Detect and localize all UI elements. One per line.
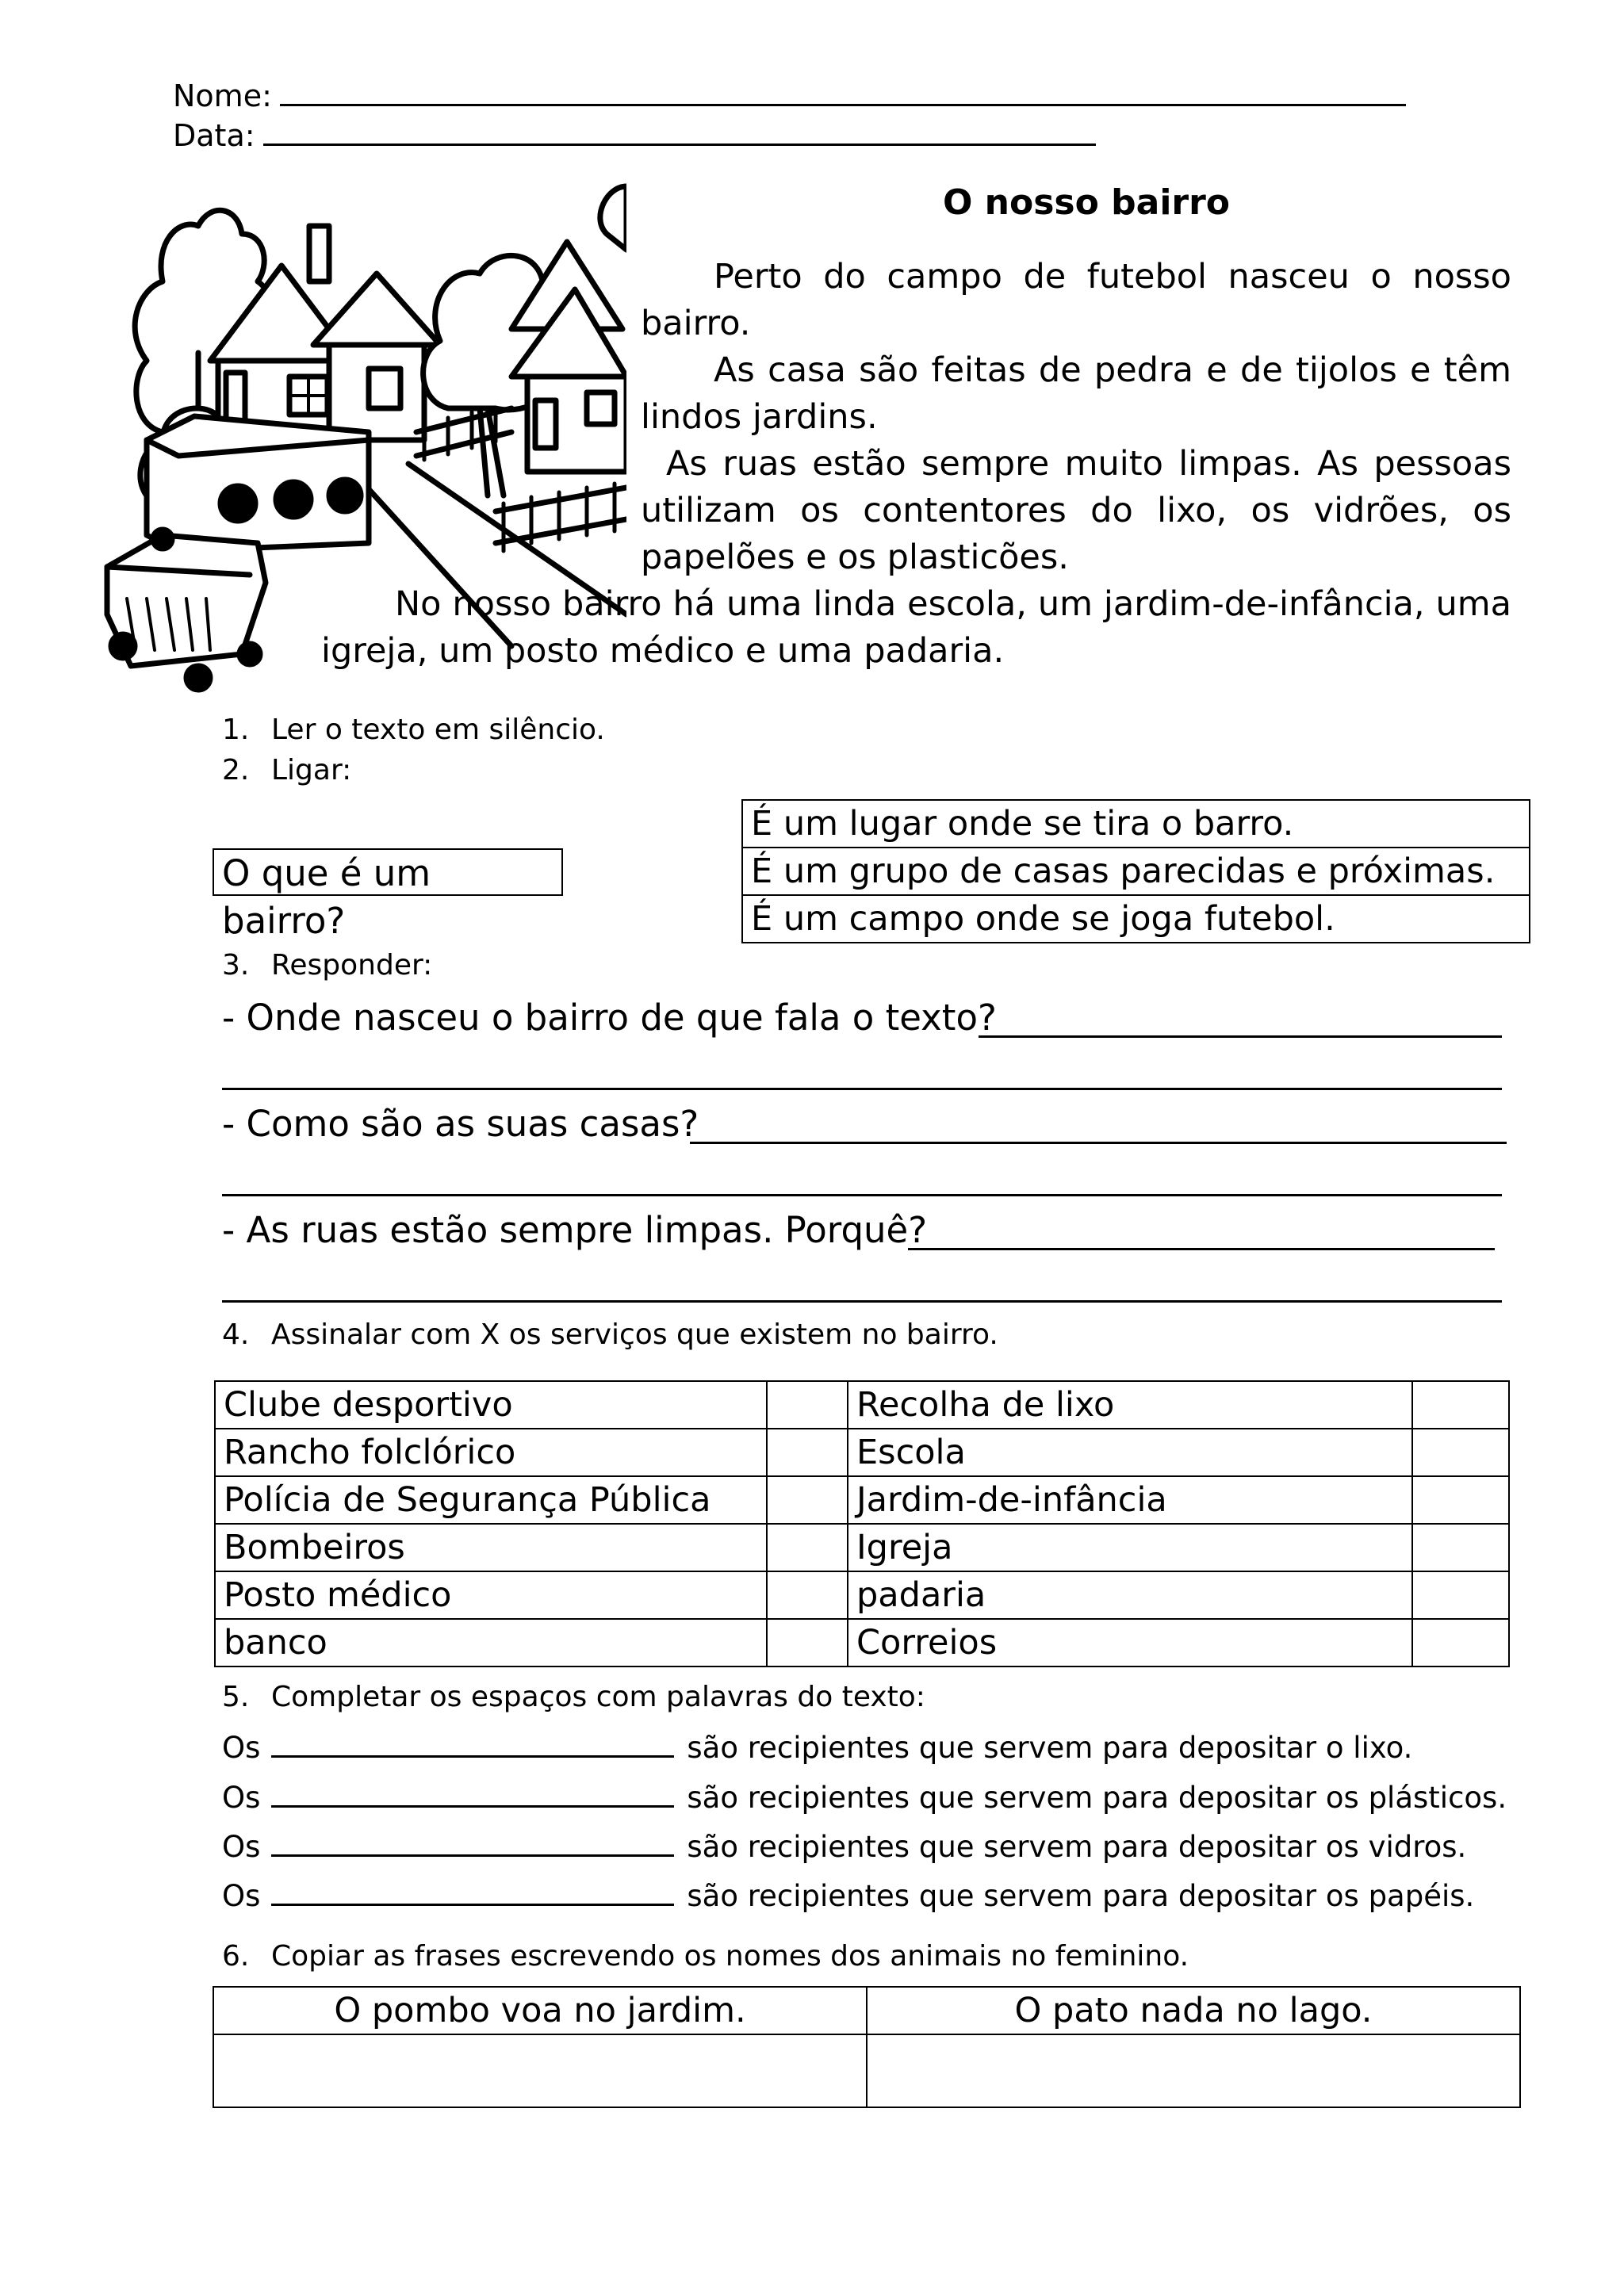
- answer-question-3: - As ruas estão sempre limpas. Porquê?: [222, 1209, 928, 1251]
- answer-cell-1[interactable]: [213, 2034, 867, 2107]
- story-paragraph-1: Perto do campo de futebol nasceu o nosso bairro.: [641, 257, 1511, 343]
- checkbox-cell[interactable]: [767, 1381, 848, 1429]
- checkbox-cell[interactable]: [1412, 1571, 1509, 1619]
- fill-blank[interactable]: [271, 1829, 674, 1857]
- table-row: [215, 1381, 1509, 1429]
- table-row: [215, 1571, 1509, 1619]
- fill-prefix: Os: [222, 1731, 261, 1765]
- table-row: [215, 1524, 1509, 1571]
- service-cell: Posto médico: [215, 1571, 767, 1619]
- fill-line-1: [222, 1724, 1412, 1772]
- story-text-bottom: [321, 581, 1511, 675]
- match-option-1[interactable]: É um lugar onde se tira o barro.: [742, 800, 1530, 848]
- sentence-1: O pombo voa no jardim.: [213, 1987, 867, 2034]
- question-5: [222, 1677, 925, 1718]
- question-3-text: Responder:: [271, 949, 433, 982]
- service-cell: Igreja: [848, 1524, 1412, 1571]
- service-cell: banco: [215, 1619, 767, 1667]
- question-3: [222, 945, 432, 986]
- question-2-number: 2.: [222, 754, 250, 786]
- match-option-3[interactable]: É um campo onde se joga futebol.: [742, 895, 1530, 943]
- service-cell: Escola: [848, 1429, 1412, 1476]
- name-field[interactable]: [173, 75, 1406, 116]
- question-5-number: 5.: [222, 1681, 250, 1713]
- fill-prefix: Os: [222, 1879, 261, 1913]
- fill-prefix: Os: [222, 1830, 261, 1864]
- fill-line-2: [222, 1774, 1507, 1822]
- checkbox-cell[interactable]: [1412, 1476, 1509, 1524]
- checkbox-cell[interactable]: [1412, 1619, 1509, 1667]
- answer-cell-2[interactable]: [867, 2034, 1520, 2107]
- question-2: [222, 750, 351, 791]
- checkbox-cell[interactable]: [1412, 1524, 1509, 1571]
- story-paragraph-2: As casa são feitas de pedra e de tijolos e têm lindos jardins.: [641, 350, 1511, 437]
- answer-question-1: - Onde nasceu o bairro de que fala o texto?: [222, 997, 997, 1039]
- fill-prefix: Os: [222, 1781, 261, 1815]
- answer-line-1a[interactable]: [979, 1035, 1502, 1038]
- story-text-right: [641, 254, 1511, 581]
- checkbox-cell[interactable]: [767, 1524, 848, 1571]
- answer-line-3b[interactable]: [222, 1300, 1502, 1303]
- fill-text: são recipientes que servem para depositar os plásticos.: [687, 1781, 1507, 1815]
- service-cell: padaria: [848, 1571, 1412, 1619]
- service-cell: Bombeiros: [215, 1524, 767, 1571]
- name-line[interactable]: [280, 75, 1406, 106]
- copy-sentences-table: [213, 1986, 1521, 2108]
- answer-line-2a[interactable]: [690, 1142, 1507, 1144]
- fill-blank[interactable]: [271, 1878, 674, 1906]
- table-row: [215, 1476, 1509, 1524]
- date-field[interactable]: [173, 115, 1096, 155]
- question-5-text: Completar os espaços com palavras do texto:: [271, 1681, 925, 1713]
- service-cell: Clube desportivo: [215, 1381, 767, 1429]
- name-label: Nome:: [173, 78, 272, 113]
- date-label: Data:: [173, 118, 255, 153]
- table-row: [215, 1619, 1509, 1667]
- story-paragraph-4: No nosso bairro há uma linda escola, um jardim-de-infância, uma igreja, um posto médico e uma padaria.: [321, 584, 1511, 671]
- checkbox-cell[interactable]: [1412, 1429, 1509, 1476]
- answer-line-2b[interactable]: [222, 1194, 1502, 1196]
- answer-line-1b[interactable]: [222, 1088, 1502, 1090]
- answer-question-2: - Como são as suas casas?: [222, 1103, 699, 1145]
- question-4: [222, 1314, 998, 1356]
- question-6-text: Copiar as frases escrevendo os nomes dos animais no feminino.: [271, 1940, 1189, 1973]
- question-3-number: 3.: [222, 949, 250, 982]
- checkbox-cell[interactable]: [767, 1476, 848, 1524]
- question-4-number: 4.: [222, 1318, 250, 1351]
- table-row: [215, 1429, 1509, 1476]
- fill-text: são recipientes que servem para depositar os vidros.: [687, 1830, 1467, 1864]
- service-cell: Polícia de Segurança Pública: [215, 1476, 767, 1524]
- checkbox-cell[interactable]: [767, 1429, 848, 1476]
- service-cell: Rancho folclórico: [215, 1429, 767, 1476]
- question-1-text: Ler o texto em silêncio.: [271, 714, 605, 746]
- story-paragraph-3: As ruas estão sempre muito limpas. As pessoas utilizam os contentores do lixo, os vidrões, os papelões e os plasticões.: [641, 444, 1511, 577]
- sentence-2: O pato nada no lago.: [867, 1987, 1520, 2034]
- fill-blank[interactable]: [271, 1730, 674, 1758]
- question-1: [222, 710, 605, 751]
- question-6-number: 6.: [222, 1940, 250, 1973]
- fill-blank[interactable]: [271, 1780, 674, 1808]
- date-line[interactable]: [263, 115, 1096, 146]
- services-table: [214, 1380, 1510, 1667]
- checkbox-cell[interactable]: [767, 1619, 848, 1667]
- service-cell: Jardim-de-infância: [848, 1476, 1412, 1524]
- fill-text: são recipientes que servem para depositar o lixo.: [687, 1731, 1413, 1765]
- question-6: [222, 1936, 1189, 1977]
- question-2-text: Ligar:: [271, 754, 352, 786]
- story-title: O nosso bairro: [942, 182, 1231, 223]
- match-question-box[interactable]: O que é um bairro?: [213, 848, 563, 896]
- service-cell: Recolha de lixo: [848, 1381, 1412, 1429]
- match-options-table: [741, 799, 1530, 943]
- question-1-number: 1.: [222, 714, 250, 746]
- fill-text: são recipientes que servem para depositar os papéis.: [687, 1879, 1475, 1913]
- answer-line-3a[interactable]: [908, 1248, 1495, 1250]
- checkbox-cell[interactable]: [1412, 1381, 1509, 1429]
- question-4-text: Assinalar com X os serviços que existem no bairro.: [271, 1318, 998, 1351]
- match-option-2[interactable]: É um grupo de casas parecidas e próximas.: [742, 848, 1530, 895]
- service-cell: Correios: [848, 1619, 1412, 1667]
- checkbox-cell[interactable]: [767, 1571, 848, 1619]
- fill-line-3: [222, 1823, 1466, 1871]
- fill-line-4: [222, 1873, 1474, 1920]
